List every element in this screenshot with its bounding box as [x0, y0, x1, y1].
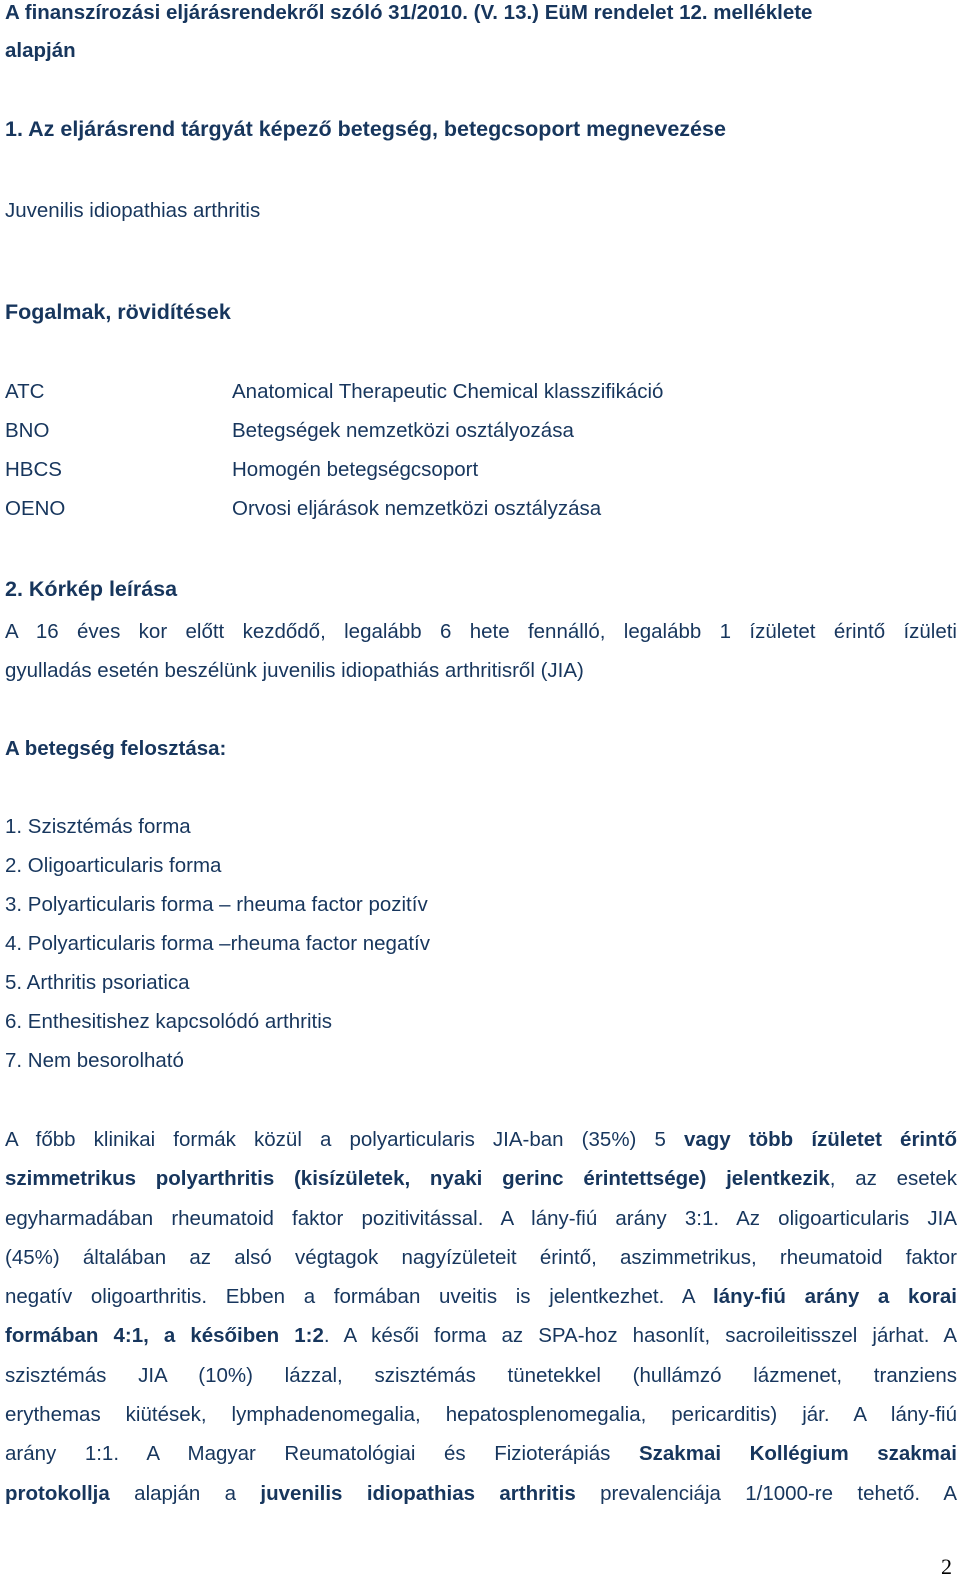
paragraph-line — [5, 1316, 957, 1355]
text-span: negatív oligoarthritis. Ebben a formában uveitis is jelentkezhet. A — [5, 1285, 714, 1309]
list-item: 4. Polyarticularis forma –rheuma factor negatív — [5, 932, 430, 955]
list-item: 2. Oligoarticularis forma — [5, 854, 222, 877]
section-2-title: 2. Kórkép leírása — [5, 577, 178, 601]
bold-span: protokollja — [5, 1481, 110, 1505]
description-paragraph — [5, 612, 957, 691]
list-item: 5. Arthritis psoriatica — [5, 971, 190, 994]
bold-span: vagy több ízületet érintő — [683, 1128, 957, 1151]
abbreviation-definition: Orvosi eljárások nemzetközi osztályzása — [232, 497, 602, 520]
paragraph-line: (45%) általában az alsó végtagok nagyízületeit érintő, aszimmetrikus, rheumatoid faktor — [5, 1245, 957, 1269]
list-item: 7. Nem besorolható — [5, 1049, 184, 1072]
clinical-paragraph — [5, 1120, 957, 1513]
page-number: 2 — [941, 1554, 952, 1579]
paragraph-line: egyharmadában rheumatoid faktor pozitivitással. A lány-fiú arány 3:1. Az oligoarticularis JIA — [5, 1206, 957, 1230]
paragraph-line: erythemas kiütések, lymphadenomegalia, hepatosplenomegalia, pericarditis) jár. A lány-fiú — [5, 1403, 957, 1427]
abbreviation-definition: Homogén betegségcsoport — [232, 458, 479, 481]
bold-span: formában 4:1, a későiben 1:2 — [5, 1324, 324, 1348]
bold-span: szimmetrikus polyarthritis (kisízületek, nyaki gerinc érintettsége) jelentkezik — [5, 1167, 830, 1191]
text-span: , az esetek — [829, 1167, 957, 1191]
abbreviation-code: ATC — [5, 380, 45, 403]
text-span: alapján a — [109, 1481, 261, 1505]
bold-span: lány-fiú arány a korai — [713, 1285, 957, 1309]
paragraph-line — [5, 1159, 957, 1198]
abbreviation-code: BNO — [5, 419, 50, 442]
abbreviation-definition: Anatomical Therapeutic Chemical klasszifikáció — [232, 380, 664, 403]
list-item: 3. Polyarticularis forma – rheuma factor pozitív — [5, 893, 428, 916]
list-item: 6. Enthesitishez kapcsolódó arthritis — [5, 1010, 333, 1033]
bold-span: juvenilis idiopathias arthritis — [260, 1481, 576, 1505]
list-item: 1. Szisztémás forma — [5, 815, 191, 838]
paragraph-line — [5, 1277, 957, 1316]
text-span: . A késői forma az SPA-hoz hasonlít, sacroileitisszel járhat. A — [323, 1324, 957, 1348]
section-1-title: 1. Az eljárásrend tárgyát képező betegség, betegcsoport megnevezése — [5, 117, 726, 141]
header-line-2: alapján — [5, 39, 76, 62]
text-span: A főbb klinikai formák közül a polyarticularis JIA-ban (35%) 5 — [5, 1128, 684, 1151]
disease-name: Juvenilis idiopathias arthritis — [5, 199, 261, 222]
abbreviations-title: Fogalmak, rövidítések — [5, 300, 231, 324]
abbreviation-code: OENO — [5, 497, 66, 520]
description-line: gyulladás esetén beszélünk juvenilis idiopathiás arthritisről (JIA) — [5, 659, 584, 683]
description-line: A 16 éves kor előtt kezdődő, legalább 6 hete fennálló, legalább 1 ízületet érintő ízületi — [5, 620, 957, 643]
paragraph-line: szisztémás JIA (10%) lázzal, szisztémás tünetekkel (hullámzó lázmenet, tranziens — [5, 1363, 957, 1387]
division-title: A betegség felosztása: — [5, 737, 227, 760]
bold-span: Szakmai Kollégium szakmai — [638, 1442, 957, 1466]
paragraph-line — [5, 1120, 957, 1159]
text-span: arány 1:1. A Magyar Reumatológiai és Fizioterápiás — [5, 1442, 639, 1466]
paragraph-line — [5, 1434, 957, 1473]
abbreviation-definition: Betegségek nemzetközi osztályozása — [232, 419, 574, 442]
paragraph-line — [5, 1474, 957, 1513]
text-span: prevalenciája 1/1000-re tehető. A — [575, 1481, 957, 1505]
abbreviation-code: HBCS — [5, 458, 62, 481]
header-line-1: A finanszírozási eljárásrendekről szóló 31/2010. (V. 13.) EüM rendelet 12. melléklete — [5, 1, 813, 24]
